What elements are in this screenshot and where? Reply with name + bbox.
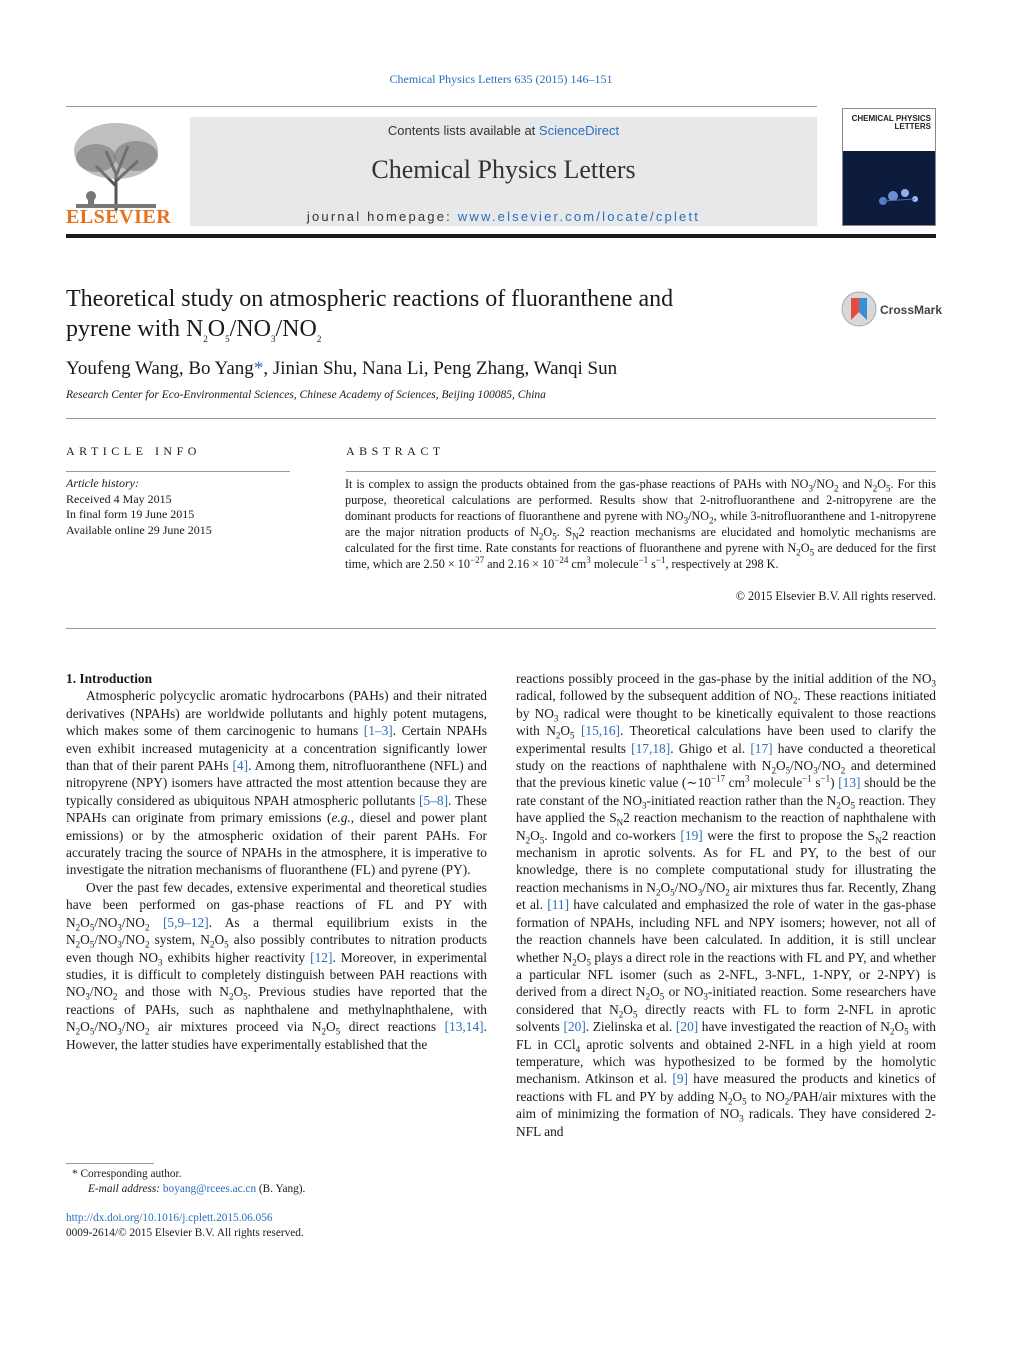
title-formula-no2: /NO bbox=[275, 316, 317, 342]
sciencedirect-link[interactable]: ScienceDirect bbox=[538, 123, 620, 138]
email-link[interactable]: boyang@rcees.ac.cn bbox=[162, 1183, 257, 1195]
authors-part-1: Youfeng Wang, Bo Yang bbox=[66, 358, 254, 379]
doi-block bbox=[66, 1211, 304, 1241]
journal-name: Chemical Physics Letters bbox=[371, 155, 636, 184]
affiliation: Research Center for Eco-Environmental Sciences, Chinese Academy of Sciences, Beijing 100085, China bbox=[66, 389, 546, 401]
footnote-star: * bbox=[72, 1168, 78, 1180]
homepage-prefix: journal homepage: bbox=[306, 209, 458, 224]
email-label: E-mail address: bbox=[88, 1183, 163, 1195]
citation-link[interactable]: [4] bbox=[232, 758, 249, 774]
email-suffix: (B. Yang). bbox=[256, 1183, 306, 1195]
divider bbox=[66, 628, 936, 629]
journal-reference[interactable]: Chemical Physics Letters 635 (2015) 146–151 bbox=[389, 72, 613, 86]
citation-link[interactable]: [13] bbox=[838, 775, 861, 791]
title-line-2: pyrene with N bbox=[66, 316, 204, 342]
online-date: Available online 29 June 2015 bbox=[66, 522, 212, 537]
corresponding-author-marker[interactable]: * bbox=[253, 358, 264, 379]
journal-cover-thumbnail[interactable] bbox=[842, 108, 936, 226]
citation-link[interactable]: [9] bbox=[672, 1071, 689, 1087]
issn-copyright: 0009-2614/© 2015 Elsevier B.V. All rights reserved. bbox=[66, 1227, 304, 1239]
corresponding-author-footnote bbox=[66, 1167, 305, 1197]
elsevier-wordmark: ELSEVIER bbox=[66, 206, 172, 228]
crossmark-badge[interactable] bbox=[840, 290, 943, 330]
citation-link[interactable]: [17] bbox=[750, 740, 773, 756]
masthead-rule bbox=[66, 234, 936, 238]
homepage-line bbox=[190, 209, 817, 224]
abstract-heading: ABSTRACT bbox=[346, 444, 445, 458]
doi-link[interactable]: http://dx.doi.org/10.1016/j.cplett.2015.06.056 bbox=[66, 1212, 273, 1224]
body-column-right bbox=[516, 670, 936, 1140]
citation-link[interactable]: [12] bbox=[310, 949, 333, 965]
citation-link[interactable]: [19] bbox=[680, 827, 703, 843]
intro-paragraph-1: Atmospheric polycyclic aromatic hydrocarbons (PAHs) and their nitrated derivatives (NPAHs) are worldwide pollutants and highly potent mutagens, which makes some of them carcinogenic to humans [1–3]. Certain NPAHs even exhibit increased mutagenicity at a concentration significantly lower than that of their parent PAHs [4]. Among them, nitrofluoranthene (NFL) and nitropyrene (NPY) isomers have attracted the most attention because they are typically considered as ubiquitous NPAH atmospheric pollutants [5–8]. These NPAHs can originate from primary emissions (e.g., diesel and power plant emissions) or by the atmospheric oxidation of their parent PAHs. For accurately tracing the source of NPAHs in the atmosphere, it is imperative to investigate the nitration mechanisms of fluoranthene (FL) and pyrene (PY). bbox=[66, 688, 488, 878]
citation-link[interactable]: [15,16] bbox=[580, 723, 621, 739]
abstract-copyright: © 2015 Elsevier B.V. All rights reserved. bbox=[735, 589, 936, 603]
citation-link[interactable]: [5,9–12] bbox=[162, 914, 209, 930]
intro-paragraph-2-continued: reactions possibly proceed in the gas-phase by the initial addition of the $NO_3$ radical, followed by the subsequent addition of $NO_2$. These reactions initiated by $NO_3$ radical were thought to be kinetically equivalent to those reactions with $N_2O_5$ [15,16]. Theoretical calculations have been used to clarify the experimental results [17,18]. Ghigo et al. [17] have conducted a theoretical study on the reactions of naphthalene with $N_2O_5/NO_3/NO_2$ and determined that the previous kinetic value ($\sim 10^{-17}$ $cm^3$ molecule$^{-1}$ $s^{-1}$) [13] should be the rate constant of the $NO_3$-initiated reaction rather than the $N_2O_5$ reaction. They have applied the $S_N2$ reaction mechanism to the reaction of naphthalene with $N_2O_5$. Ingold and co-workers [19] were the first to propose the $S_N2$ reaction mechanism in aprotic solvents. As for FL and PY, to the best of our knowledge, there is no complete computational study for illustrating the reaction mechanisms in $N_2O_5/NO_3/NO_2$ air mixtures thus far. Recently, Zhang et al. [11] have calculated and emphasized the role of water in the gas-phase formation of NPAHs, including NFL and NPY isomers; however, not all of the reaction channels have been calculated. In addition, it is still unclear whether $N_2O_5$ plays a direct role in the reactions with FL and PY, and whether a particular NFL isomer (such as 2-NFL, 3-NFL, 1-NPY, or 2-NPY) is derived from a direct $N_2O_5$ or $NO_3$-initiated reaction. Some researchers have considered that $N_2O_5$ directly reacts with FL to form 2-NFL in aprotic solvents [20]. Zielinska et al. [20] have investigated the reaction of $N_2O_5$ with FL in CCl$_4$ aprotic solvents and obtained 2-NFL in a high yield at room temperature, which was hypothesized to be formed by the homolytic mechanism. Atkinson et al. [9] have measured the products and kinetics of reactions with FL and PY by adding $N_2O_5$ to $NO_2/PAH$/air mixtures with the aim of minimizing the formation of $NO_3$ radicals. They have considered 2-NFL and bbox=[516, 671, 937, 1139]
masthead bbox=[66, 106, 936, 236]
citation-link[interactable]: [1–3] bbox=[363, 723, 393, 739]
citation-link[interactable]: [20] bbox=[675, 1019, 699, 1035]
authors-part-2: , Jinian Shu, Nana Li, Peng Zhang, Wanqi Sun bbox=[263, 358, 618, 379]
title-formula-o: O bbox=[207, 316, 226, 342]
footnote-divider bbox=[66, 1163, 154, 1164]
author-list bbox=[66, 358, 617, 380]
article-info-heading: ARTICLE INFO bbox=[66, 444, 201, 458]
received-date: Received 4 May 2015 bbox=[66, 491, 172, 506]
journal-banner bbox=[190, 117, 817, 226]
citation-link[interactable]: [13,14] bbox=[444, 1019, 484, 1035]
info-divider bbox=[66, 471, 290, 472]
article-history bbox=[66, 476, 212, 538]
final-form-date: In final form 19 June 2015 bbox=[66, 507, 195, 521]
abstract-divider bbox=[346, 471, 936, 472]
history-label: Article history: bbox=[66, 476, 139, 490]
crossmark-label: CrossMark bbox=[880, 303, 943, 317]
citation-link[interactable]: [5–8] bbox=[419, 792, 449, 808]
body-column-left bbox=[66, 670, 487, 1053]
section-1-heading: 1. Introduction bbox=[66, 671, 153, 686]
article-title: Theoretical study on atmospheric reactions of fluoranthene and pyrene with $N_2O_5/NO_3/NO_2$ bbox=[66, 286, 674, 344]
title-line-1: Theoretical study on atmospheric reactions of fluoranthene and bbox=[66, 286, 674, 312]
crossmark-icon bbox=[840, 290, 878, 328]
abstract-text: It is complex to assign the products obtained from the gas-phase reactions of PAHs with $NO_3/NO_2$ and $N_2O_5$. For this purpose, theoretical calculations are performed. Results show that 2-nitrofluoranthene and 2-nitropyrene are the dominant products for reactions of fluoranthene and pyrene with $NO_3/NO_2$, while 3-nitrofluoranthene and 1-nitropyrene are the major nitration products of $N_2O_5$. $S_N2$ reaction mechanisms are elucidated and homolytic mechanisms are calculated for the first time. Rate constants for reactions of fluoranthene and pyrene with $N_2O_5$ are deduced for the first time, which are $2.50 \times 10^{-27}$ and $2.16 \times 10^{-24}$ $cm^3$ molecule$^{-1}$ $s^{-1}$, respectively at 298 K. bbox=[345, 477, 937, 571]
citation-link[interactable]: [11] bbox=[547, 897, 570, 913]
cover-image bbox=[843, 151, 935, 226]
footnote-corresponding: Corresponding author. bbox=[77, 1168, 182, 1180]
contents-prefix: Contents lists available at bbox=[387, 123, 539, 138]
masthead-top-rule bbox=[66, 106, 817, 107]
citation-link[interactable]: [20] bbox=[563, 1019, 586, 1035]
citation-link[interactable]: [17,18] bbox=[631, 740, 671, 756]
title-formula-no3: /NO bbox=[229, 316, 271, 342]
intro-paragraph-2: Over the past few decades, extensive experimental and theoretical studies have been performed on gas-phase reactions of FL and PY with $N_2O_5/NO_3/NO_2$ [5,9–12]. As a thermal equilibrium exists in the $N_2O_5/NO_3/NO_2$ system, $N_2O_5$ also possibly contributes to nitration products even though $NO_3$ exhibits higher reactivity [12]. Moreover, in experimental studies, it is difficult to completely distinguish between PAH reactions with $NO_3/NO_2$ and those with $N_2O_5$. Previous studies have reported that the reactions of PAHs, such as naphthalene and methylnaphthalene, with $N_2O_5/NO_3/NO_2$ air mixtures proceed via $N_2O_5$ direct reactions [13,14]. However, the latter studies have experimentally established that the bbox=[66, 879, 488, 1052]
contents-line bbox=[190, 123, 817, 138]
cover-title: CHEMICAL PHYSICS LETTERS bbox=[843, 109, 935, 151]
journal-homepage-link[interactable]: www.elsevier.com/locate/cplett bbox=[457, 209, 701, 224]
divider bbox=[66, 418, 936, 419]
